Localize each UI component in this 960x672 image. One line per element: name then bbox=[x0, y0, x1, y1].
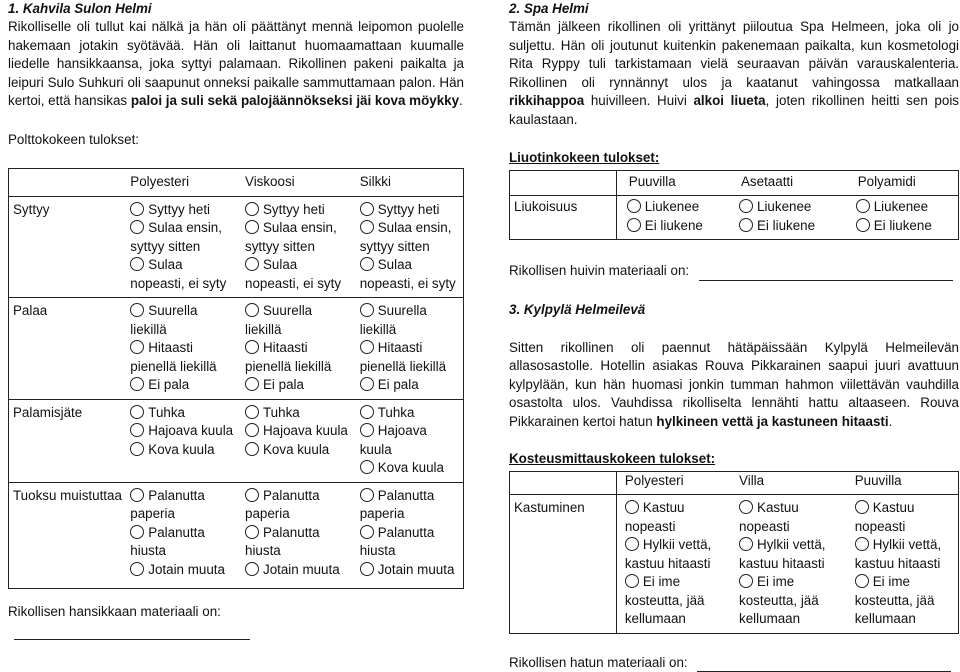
option-label: Sulaa nopeasti, ei syty bbox=[245, 257, 341, 291]
option[interactable] bbox=[130, 302, 237, 339]
story-text: , joten rikollinen heitti sen pois kaulastaan. bbox=[509, 93, 959, 127]
option[interactable] bbox=[739, 536, 843, 573]
option-label: Ei pala bbox=[148, 377, 189, 392]
option[interactable] bbox=[739, 217, 842, 236]
right-column bbox=[509, 0, 959, 672]
hat-answer-label: Rikollisen hatun materiaali on: bbox=[509, 655, 688, 670]
radio-circle-icon[interactable] bbox=[360, 377, 374, 391]
option[interactable] bbox=[627, 198, 725, 217]
option[interactable] bbox=[856, 217, 954, 236]
option-cell bbox=[241, 482, 356, 588]
column-header: Puuvilla bbox=[847, 471, 959, 495]
section2-title: 2. Spa Helmi bbox=[509, 0, 959, 18]
story-text: . bbox=[459, 93, 463, 108]
radio-circle-icon[interactable] bbox=[130, 220, 144, 234]
radio-circle-icon[interactable] bbox=[360, 220, 374, 234]
option[interactable] bbox=[245, 487, 352, 524]
emphasis-text: hylkineen vettä ja kastuneen hitaasti bbox=[656, 414, 888, 429]
option[interactable] bbox=[245, 561, 352, 580]
option[interactable] bbox=[625, 499, 727, 536]
column-header: Villa bbox=[731, 471, 847, 495]
column-header: Viskoosi bbox=[241, 169, 356, 197]
option-label: Suurella liekillä bbox=[245, 303, 312, 337]
option-cell bbox=[126, 298, 241, 400]
option-label: Tuhka bbox=[148, 405, 185, 420]
column-header: Silkki bbox=[356, 169, 464, 197]
option[interactable] bbox=[360, 404, 459, 423]
radio-circle-icon[interactable] bbox=[245, 525, 259, 539]
option-label: Tuhka bbox=[378, 405, 415, 420]
option[interactable] bbox=[739, 499, 843, 536]
option[interactable] bbox=[130, 219, 237, 256]
option[interactable] bbox=[245, 302, 352, 339]
row-label: Syttyy bbox=[9, 196, 127, 298]
table-row bbox=[9, 482, 464, 588]
option[interactable] bbox=[739, 573, 843, 629]
burn-test-rows bbox=[9, 196, 464, 588]
solvent-test-table bbox=[509, 170, 959, 241]
radio-circle-icon[interactable] bbox=[627, 199, 641, 213]
option[interactable] bbox=[130, 376, 237, 395]
option[interactable] bbox=[245, 201, 352, 220]
radio-circle-icon[interactable] bbox=[739, 218, 753, 232]
left-column bbox=[8, 0, 464, 640]
radio-circle-icon[interactable] bbox=[245, 488, 259, 502]
option[interactable] bbox=[360, 302, 459, 339]
burn-test-title: Polttokokeen tulokset: bbox=[8, 131, 464, 150]
radio-circle-icon[interactable] bbox=[360, 202, 374, 216]
option-cell bbox=[241, 298, 356, 400]
option[interactable] bbox=[130, 441, 237, 460]
glove-answer-label: Rikollisen hansikkaan materiaali on: bbox=[8, 604, 221, 619]
glove-answer-line[interactable] bbox=[14, 639, 250, 640]
option-label: Ei liukene bbox=[874, 218, 932, 233]
radio-circle-icon[interactable] bbox=[130, 488, 144, 502]
option-label: Sulaa nopeasti, ei syty bbox=[360, 257, 456, 291]
option-label: Kova kuula bbox=[378, 460, 444, 475]
option-label: Tuhka bbox=[263, 405, 300, 420]
option[interactable] bbox=[360, 422, 459, 459]
radio-circle-icon[interactable] bbox=[856, 199, 870, 213]
option-label: Liukenee bbox=[874, 199, 928, 214]
radio-circle-icon[interactable] bbox=[360, 525, 374, 539]
option[interactable] bbox=[360, 459, 459, 478]
option-label: Sulaa ensin, syttyy sitten bbox=[245, 220, 337, 254]
radio-circle-icon[interactable] bbox=[360, 257, 374, 271]
story-text: huivilleen. Huivi bbox=[584, 93, 693, 108]
option-cell bbox=[241, 196, 356, 298]
option[interactable] bbox=[360, 201, 459, 220]
option-label: Suurella liekillä bbox=[130, 303, 197, 337]
column-header: Polyesteri bbox=[616, 471, 731, 495]
option-label: Hylkii vettä, kastuu hitaasti bbox=[739, 537, 825, 571]
radio-circle-icon[interactable] bbox=[130, 405, 144, 419]
option-label: Kastuu nopeasti bbox=[625, 500, 685, 534]
section2-story bbox=[509, 18, 959, 129]
option[interactable] bbox=[360, 487, 459, 524]
row-label: Liukoisuus bbox=[510, 196, 617, 240]
option-cell bbox=[126, 196, 241, 298]
option-label: Hylkii vettä, kastuu hitaasti bbox=[625, 537, 711, 571]
option-label: Jotain muuta bbox=[263, 562, 340, 577]
radio-circle-icon[interactable] bbox=[739, 500, 753, 514]
radio-circle-icon[interactable] bbox=[739, 199, 753, 213]
table-row bbox=[9, 298, 464, 400]
option-label: Hajoava kuula bbox=[148, 423, 233, 438]
radio-circle-icon[interactable] bbox=[360, 488, 374, 502]
option-label: Kastuu nopeasti bbox=[739, 500, 799, 534]
option-label: Palanutta paperia bbox=[130, 488, 205, 522]
option-label: Hitaasti pienellä liekillä bbox=[245, 340, 331, 374]
option-cell bbox=[356, 298, 464, 400]
radio-circle-icon[interactable] bbox=[245, 377, 259, 391]
radio-circle-icon[interactable] bbox=[360, 562, 374, 576]
option[interactable] bbox=[130, 561, 237, 580]
option[interactable] bbox=[627, 217, 725, 236]
radio-circle-icon[interactable] bbox=[130, 442, 144, 456]
radio-circle-icon[interactable] bbox=[739, 574, 753, 588]
option-cell bbox=[356, 399, 464, 482]
radio-circle-icon[interactable] bbox=[625, 500, 639, 514]
radio-circle-icon[interactable] bbox=[245, 257, 259, 271]
scarf-answer-line[interactable] bbox=[699, 280, 953, 281]
option[interactable] bbox=[855, 536, 954, 573]
radio-circle-icon[interactable] bbox=[130, 340, 144, 354]
option[interactable] bbox=[130, 487, 237, 524]
option-label: Hajoava kuula bbox=[263, 423, 348, 438]
radio-circle-icon[interactable] bbox=[627, 218, 641, 232]
burn-test-table bbox=[8, 168, 464, 589]
option-label: Kova kuula bbox=[263, 442, 329, 457]
option-label: Hylkii vettä, kastuu hitaasti bbox=[855, 537, 941, 571]
option-cell bbox=[356, 482, 464, 588]
radio-circle-icon[interactable] bbox=[625, 537, 639, 551]
option-label: Palanutta hiusta bbox=[360, 525, 435, 559]
option[interactable] bbox=[855, 499, 954, 536]
radio-circle-icon[interactable] bbox=[855, 500, 869, 514]
option-label: Sulaa nopeasti, ei syty bbox=[130, 257, 226, 291]
column-header: Polyesteri bbox=[126, 169, 241, 197]
column-header: Asetaatti bbox=[729, 170, 846, 196]
radio-circle-icon[interactable] bbox=[130, 423, 144, 437]
row-label: Tuoksu muistuttaa bbox=[9, 482, 127, 588]
option[interactable] bbox=[130, 422, 237, 441]
option[interactable] bbox=[245, 441, 352, 460]
column-header: Puuvilla bbox=[616, 170, 729, 196]
option-label: Palanutta paperia bbox=[245, 488, 320, 522]
option-label: Sulaa ensin, syttyy sitten bbox=[130, 220, 222, 254]
solvent-test-title: Liuotinkokeen tulokset: bbox=[509, 149, 959, 168]
option[interactable] bbox=[360, 376, 459, 395]
radio-circle-icon[interactable] bbox=[625, 574, 639, 588]
option-label: Hitaasti pienellä liekillä bbox=[130, 340, 216, 374]
emphasis-text: rikkihappoa bbox=[509, 93, 584, 108]
option[interactable] bbox=[625, 536, 727, 573]
option[interactable] bbox=[130, 339, 237, 376]
story-text: Tämän jälkeen rikollinen oli yrittänyt piiloutua Spa Helmeen, joka oli jo suljettu. Hän oli joutunut kuitenkin pakenemaan paikalta, kun kosmetologi Rita Ryppy tuli tarkistamaan vielä seuraavan päivän varauskalenteria. Rikollinen oli rynnännyt ulos ja kaatanut vahingossa matkallaan bbox=[509, 19, 959, 90]
radio-circle-icon[interactable] bbox=[130, 202, 144, 216]
option-cell bbox=[126, 399, 241, 482]
option[interactable] bbox=[245, 256, 352, 293]
option-label: Ei pala bbox=[263, 377, 304, 392]
option-label: Suurella liekillä bbox=[360, 303, 427, 337]
radio-circle-icon[interactable] bbox=[130, 303, 144, 317]
radio-circle-icon[interactable] bbox=[245, 303, 259, 317]
section3-title: 3. Kylpylä Helmeilevä bbox=[509, 301, 959, 319]
option-label: Syttyy heti bbox=[148, 202, 210, 217]
option-label: Ei pala bbox=[378, 377, 419, 392]
radio-circle-icon[interactable] bbox=[245, 202, 259, 216]
option-label: Ei liukene bbox=[645, 218, 703, 233]
option-label: Syttyy heti bbox=[378, 202, 440, 217]
option-label: Liukenee bbox=[645, 199, 699, 214]
option[interactable] bbox=[130, 201, 237, 220]
option-label: Palanutta hiusta bbox=[245, 525, 320, 559]
option[interactable] bbox=[245, 524, 352, 561]
radio-circle-icon[interactable] bbox=[130, 562, 144, 576]
story-text: Rikolliselle oli tullut kai nälkä ja hän oli päättänyt mennä leipomon puolelle hakemaan jotakin syötävää. Hän oli laittanut huomaamattaan kuumalle liedelle hansikkaansa, joka syttyi palamaan. Rikollinen pakeni paikalta ja leipuri Sulo Suhkuri oli saapunut onneksi paikalle sammuttamaan palon. Hän kertoi, että hansikas bbox=[8, 19, 464, 108]
radio-circle-icon[interactable] bbox=[360, 303, 374, 317]
option-label: Hitaasti pienellä liekillä bbox=[360, 340, 446, 374]
section1-story bbox=[8, 18, 464, 111]
option-cell bbox=[241, 399, 356, 482]
radio-circle-icon[interactable] bbox=[855, 537, 869, 551]
option[interactable] bbox=[360, 524, 459, 561]
radio-circle-icon[interactable] bbox=[855, 574, 869, 588]
option-label: Syttyy heti bbox=[263, 202, 325, 217]
option[interactable] bbox=[856, 198, 954, 217]
option[interactable] bbox=[855, 573, 954, 629]
radio-circle-icon[interactable] bbox=[245, 405, 259, 419]
hat-answer bbox=[509, 654, 959, 672]
option-label: Kova kuula bbox=[148, 442, 214, 457]
table-row bbox=[9, 399, 464, 482]
glove-answer bbox=[8, 603, 464, 640]
option[interactable] bbox=[360, 339, 459, 376]
option-label: Jotain muuta bbox=[378, 562, 455, 577]
option-cell bbox=[126, 482, 241, 588]
solvent-row bbox=[510, 196, 959, 240]
row-label: Palamisjäte bbox=[9, 399, 127, 482]
radio-circle-icon[interactable] bbox=[130, 377, 144, 391]
radio-circle-icon[interactable] bbox=[245, 220, 259, 234]
option-label: Sulaa ensin, syttyy sitten bbox=[360, 220, 452, 254]
option[interactable] bbox=[245, 376, 352, 395]
option[interactable] bbox=[360, 561, 459, 580]
radio-circle-icon[interactable] bbox=[360, 423, 374, 437]
option-label: Palanutta hiusta bbox=[130, 525, 205, 559]
section3-story bbox=[509, 339, 959, 432]
option-label: Jotain muuta bbox=[148, 562, 225, 577]
option-label: Hajoava kuula bbox=[360, 423, 427, 457]
option-label: Ei liukene bbox=[757, 218, 815, 233]
option-cell bbox=[356, 196, 464, 298]
option[interactable] bbox=[245, 219, 352, 256]
option[interactable] bbox=[739, 198, 842, 217]
option-label: Liukenee bbox=[757, 199, 811, 214]
moisture-test-table bbox=[509, 471, 959, 634]
row-label: Palaa bbox=[9, 298, 127, 400]
radio-circle-icon[interactable] bbox=[245, 562, 259, 576]
radio-circle-icon[interactable] bbox=[245, 442, 259, 456]
emphasis-text: paloi ja suli sekä palojäännökseksi jäi kova möykky bbox=[131, 93, 459, 108]
option[interactable] bbox=[360, 219, 459, 256]
option-label: Kastuu nopeasti bbox=[855, 500, 915, 534]
column-header: Polyamidi bbox=[846, 170, 959, 196]
radio-circle-icon[interactable] bbox=[130, 525, 144, 539]
option[interactable] bbox=[360, 256, 459, 293]
scarf-answer-label: Rikollisen huivin materiaali on: bbox=[509, 263, 689, 278]
story-text: . bbox=[889, 414, 893, 429]
moisture-test-title: Kosteusmittauskokeen tulokset: bbox=[509, 450, 959, 469]
radio-circle-icon[interactable] bbox=[130, 257, 144, 271]
moisture-row bbox=[510, 495, 959, 634]
option[interactable] bbox=[245, 404, 352, 423]
option-label: Ei ime kosteutta, jää kellumaan bbox=[625, 574, 705, 626]
option[interactable] bbox=[245, 339, 352, 376]
option[interactable] bbox=[245, 422, 352, 441]
radio-circle-icon[interactable] bbox=[360, 405, 374, 419]
option-label: Ei ime kosteutta, jää kellumaan bbox=[855, 574, 935, 626]
option[interactable] bbox=[130, 524, 237, 561]
option[interactable] bbox=[130, 404, 237, 423]
option-label: Palanutta paperia bbox=[360, 488, 435, 522]
option[interactable] bbox=[625, 573, 727, 629]
radio-circle-icon[interactable] bbox=[739, 537, 753, 551]
radio-circle-icon[interactable] bbox=[360, 340, 374, 354]
option-label: Ei ime kosteutta, jää kellumaan bbox=[739, 574, 819, 626]
radio-circle-icon[interactable] bbox=[245, 423, 259, 437]
section1-title: 1. Kahvila Sulon Helmi bbox=[8, 0, 464, 18]
row-label: Kastuminen bbox=[510, 495, 617, 634]
radio-circle-icon[interactable] bbox=[360, 460, 374, 474]
story-text: Sitten rikollinen oli paennut hätäpäissään Kylpylä Helmeilevän allasosastolle. Hotellin asiakas Rouva Pikkarainen saapui juuri avattuun kylpylään, kun hän huomasi jonkin tumman hahmon viilettävän vauhdilla osastolta ulos. Vauhdissa rikolliselta lennähti hattu altaaseen. Rouva Pikkarainen kertoi hatun bbox=[509, 340, 959, 429]
radio-circle-icon[interactable] bbox=[245, 340, 259, 354]
option[interactable] bbox=[130, 256, 237, 293]
emphasis-text: alkoi liueta bbox=[693, 93, 765, 108]
radio-circle-icon[interactable] bbox=[856, 218, 870, 232]
scarf-answer bbox=[509, 262, 959, 281]
table-row bbox=[9, 196, 464, 298]
